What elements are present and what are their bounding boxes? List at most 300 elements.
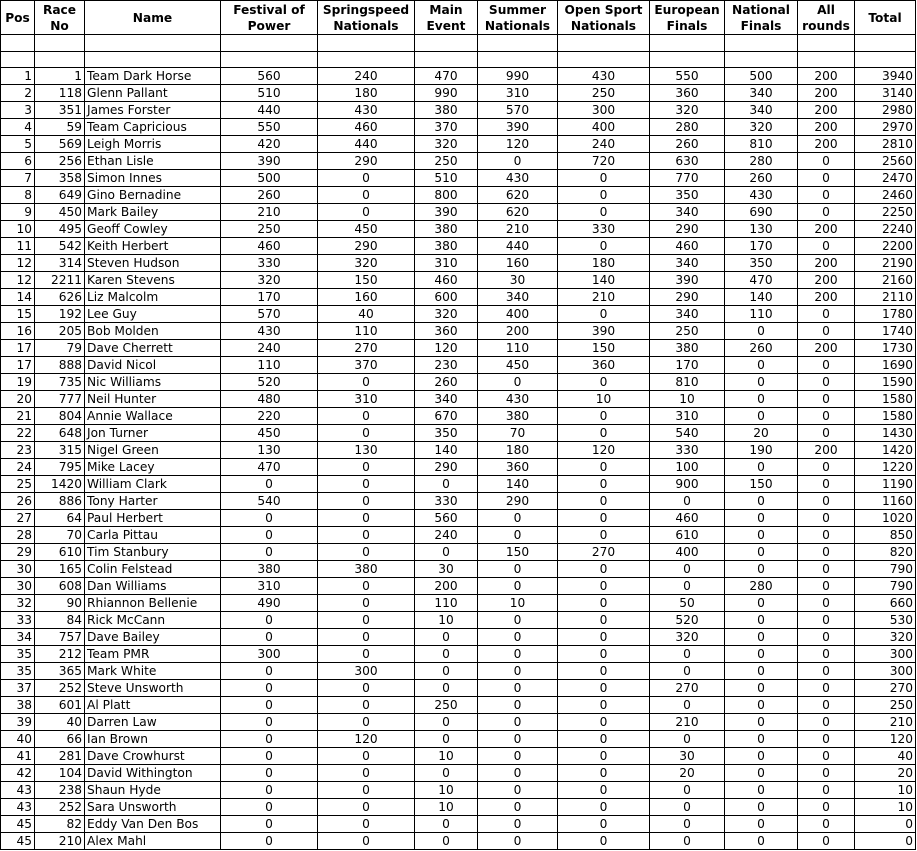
cell-total: 320 bbox=[855, 629, 916, 646]
cell-pos: 35 bbox=[1, 663, 35, 680]
cell-european-finals: 30 bbox=[650, 748, 725, 765]
cell-race-no: 626 bbox=[35, 289, 85, 306]
cell-name: Alex Mahl bbox=[85, 833, 221, 850]
cell-race-no: 192 bbox=[35, 306, 85, 323]
cell-pos: 22 bbox=[1, 425, 35, 442]
cell-european-finals: 250 bbox=[650, 323, 725, 340]
table-row bbox=[1, 136, 916, 153]
cell-total: 2460 bbox=[855, 187, 916, 204]
cell-springspeed-nationals: 130 bbox=[318, 442, 415, 459]
cell-all-rounds: 0 bbox=[798, 612, 855, 629]
cell-national-finals: 0 bbox=[725, 459, 798, 476]
blank-cell bbox=[725, 52, 798, 68]
cell-total: 820 bbox=[855, 544, 916, 561]
cell-name: Geoff Cowley bbox=[85, 221, 221, 238]
cell-total: 20 bbox=[855, 765, 916, 782]
cell-springspeed-nationals: 0 bbox=[318, 765, 415, 782]
cell-national-finals: 350 bbox=[725, 255, 798, 272]
cell-race-no: 542 bbox=[35, 238, 85, 255]
cell-springspeed-nationals: 290 bbox=[318, 238, 415, 255]
cell-race-no: 252 bbox=[35, 799, 85, 816]
cell-summer-nationals: 0 bbox=[478, 153, 558, 170]
cell-summer-nationals: 390 bbox=[478, 119, 558, 136]
cell-springspeed-nationals: 0 bbox=[318, 697, 415, 714]
cell-all-rounds: 0 bbox=[798, 323, 855, 340]
cell-springspeed-nationals: 0 bbox=[318, 629, 415, 646]
cell-main-event: 0 bbox=[415, 714, 478, 731]
cell-summer-nationals: 0 bbox=[478, 816, 558, 833]
cell-name: David Nicol bbox=[85, 357, 221, 374]
cell-total: 1590 bbox=[855, 374, 916, 391]
cell-summer-nationals: 290 bbox=[478, 493, 558, 510]
cell-european-finals: 210 bbox=[650, 714, 725, 731]
cell-name: Sara Unsworth bbox=[85, 799, 221, 816]
table-row bbox=[1, 595, 916, 612]
cell-name: Carla Pittau bbox=[85, 527, 221, 544]
cell-springspeed-nationals: 40 bbox=[318, 306, 415, 323]
table-row bbox=[1, 646, 916, 663]
cell-pos: 7 bbox=[1, 170, 35, 187]
header-open-sport-nationals: Open Sport Nationals bbox=[558, 1, 650, 35]
cell-main-event: 0 bbox=[415, 816, 478, 833]
cell-all-rounds: 200 bbox=[798, 442, 855, 459]
cell-festival-of-power: 300 bbox=[221, 646, 318, 663]
cell-main-event: 250 bbox=[415, 697, 478, 714]
cell-festival-of-power: 380 bbox=[221, 561, 318, 578]
cell-all-rounds: 0 bbox=[798, 527, 855, 544]
cell-summer-nationals: 990 bbox=[478, 68, 558, 85]
cell-main-event: 560 bbox=[415, 510, 478, 527]
cell-national-finals: 0 bbox=[725, 731, 798, 748]
cell-springspeed-nationals: 0 bbox=[318, 782, 415, 799]
table-row bbox=[1, 629, 916, 646]
cell-total: 2810 bbox=[855, 136, 916, 153]
cell-total: 790 bbox=[855, 578, 916, 595]
cell-national-finals: 0 bbox=[725, 629, 798, 646]
cell-pos: 12 bbox=[1, 255, 35, 272]
cell-european-finals: 0 bbox=[650, 646, 725, 663]
cell-total: 250 bbox=[855, 697, 916, 714]
cell-summer-nationals: 10 bbox=[478, 595, 558, 612]
cell-all-rounds: 0 bbox=[798, 391, 855, 408]
cell-all-rounds: 0 bbox=[798, 187, 855, 204]
cell-total: 10 bbox=[855, 799, 916, 816]
cell-name: Darren Law bbox=[85, 714, 221, 731]
cell-total: 2190 bbox=[855, 255, 916, 272]
cell-open-sport-nationals: 0 bbox=[558, 425, 650, 442]
cell-main-event: 10 bbox=[415, 612, 478, 629]
cell-all-rounds: 0 bbox=[798, 357, 855, 374]
cell-open-sport-nationals: 360 bbox=[558, 357, 650, 374]
table-row bbox=[1, 272, 916, 289]
cell-festival-of-power: 0 bbox=[221, 816, 318, 833]
cell-national-finals: 110 bbox=[725, 306, 798, 323]
table-row bbox=[1, 476, 916, 493]
cell-name: Nic Williams bbox=[85, 374, 221, 391]
cell-summer-nationals: 310 bbox=[478, 85, 558, 102]
cell-national-finals: 340 bbox=[725, 85, 798, 102]
cell-race-no: 90 bbox=[35, 595, 85, 612]
cell-summer-nationals: 440 bbox=[478, 238, 558, 255]
cell-european-finals: 170 bbox=[650, 357, 725, 374]
cell-main-event: 320 bbox=[415, 306, 478, 323]
cell-name: Lee Guy bbox=[85, 306, 221, 323]
cell-all-rounds: 0 bbox=[798, 714, 855, 731]
cell-national-finals: 0 bbox=[725, 646, 798, 663]
cell-all-rounds: 0 bbox=[798, 782, 855, 799]
cell-festival-of-power: 430 bbox=[221, 323, 318, 340]
cell-race-no: 165 bbox=[35, 561, 85, 578]
cell-main-event: 330 bbox=[415, 493, 478, 510]
cell-total: 3940 bbox=[855, 68, 916, 85]
blank-cell bbox=[85, 52, 221, 68]
cell-all-rounds: 0 bbox=[798, 833, 855, 850]
cell-summer-nationals: 620 bbox=[478, 204, 558, 221]
cell-main-event: 390 bbox=[415, 204, 478, 221]
blank-cell bbox=[478, 35, 558, 52]
cell-springspeed-nationals: 0 bbox=[318, 187, 415, 204]
cell-pos: 19 bbox=[1, 374, 35, 391]
cell-festival-of-power: 260 bbox=[221, 187, 318, 204]
cell-open-sport-nationals: 140 bbox=[558, 272, 650, 289]
cell-european-finals: 0 bbox=[650, 799, 725, 816]
cell-main-event: 380 bbox=[415, 221, 478, 238]
cell-main-event: 0 bbox=[415, 663, 478, 680]
cell-name: Steve Unsworth bbox=[85, 680, 221, 697]
cell-open-sport-nationals: 430 bbox=[558, 68, 650, 85]
cell-festival-of-power: 0 bbox=[221, 748, 318, 765]
cell-open-sport-nationals: 0 bbox=[558, 680, 650, 697]
cell-open-sport-nationals: 0 bbox=[558, 408, 650, 425]
header-main-event: Main Event bbox=[415, 1, 478, 35]
header-springspeed-nationals: Springspeed Nationals bbox=[318, 1, 415, 35]
cell-european-finals: 260 bbox=[650, 136, 725, 153]
cell-open-sport-nationals: 210 bbox=[558, 289, 650, 306]
table-row bbox=[1, 238, 916, 255]
cell-summer-nationals: 0 bbox=[478, 731, 558, 748]
cell-springspeed-nationals: 380 bbox=[318, 561, 415, 578]
cell-festival-of-power: 470 bbox=[221, 459, 318, 476]
cell-name: Ian Brown bbox=[85, 731, 221, 748]
cell-race-no: 351 bbox=[35, 102, 85, 119]
cell-springspeed-nationals: 0 bbox=[318, 714, 415, 731]
table-row bbox=[1, 323, 916, 340]
cell-national-finals: 0 bbox=[725, 680, 798, 697]
blank-cell bbox=[35, 52, 85, 68]
cell-main-event: 340 bbox=[415, 391, 478, 408]
blank-cell bbox=[855, 35, 916, 52]
table-row bbox=[1, 391, 916, 408]
cell-pos: 39 bbox=[1, 714, 35, 731]
cell-total: 530 bbox=[855, 612, 916, 629]
cell-name: Glenn Pallant bbox=[85, 85, 221, 102]
cell-main-event: 990 bbox=[415, 85, 478, 102]
table-row bbox=[1, 374, 916, 391]
cell-open-sport-nationals: 330 bbox=[558, 221, 650, 238]
cell-race-no: 735 bbox=[35, 374, 85, 391]
cell-race-no: 64 bbox=[35, 510, 85, 527]
cell-total: 3140 bbox=[855, 85, 916, 102]
cell-summer-nationals: 450 bbox=[478, 357, 558, 374]
cell-all-rounds: 0 bbox=[798, 544, 855, 561]
cell-all-rounds: 200 bbox=[798, 255, 855, 272]
cell-total: 1580 bbox=[855, 391, 916, 408]
table-row bbox=[1, 612, 916, 629]
cell-summer-nationals: 110 bbox=[478, 340, 558, 357]
cell-open-sport-nationals: 300 bbox=[558, 102, 650, 119]
cell-all-rounds: 0 bbox=[798, 408, 855, 425]
cell-springspeed-nationals: 0 bbox=[318, 204, 415, 221]
cell-summer-nationals: 0 bbox=[478, 629, 558, 646]
table-row bbox=[1, 85, 916, 102]
cell-name: Mark White bbox=[85, 663, 221, 680]
cell-european-finals: 360 bbox=[650, 85, 725, 102]
cell-all-rounds: 0 bbox=[798, 170, 855, 187]
cell-open-sport-nationals: 390 bbox=[558, 323, 650, 340]
cell-total: 2980 bbox=[855, 102, 916, 119]
header-summer-nationals: Summer Nationals bbox=[478, 1, 558, 35]
cell-all-rounds: 0 bbox=[798, 476, 855, 493]
cell-summer-nationals: 360 bbox=[478, 459, 558, 476]
cell-name: James Forster bbox=[85, 102, 221, 119]
cell-pos: 12 bbox=[1, 272, 35, 289]
table-row bbox=[1, 731, 916, 748]
cell-race-no: 569 bbox=[35, 136, 85, 153]
cell-all-rounds: 200 bbox=[798, 102, 855, 119]
cell-festival-of-power: 170 bbox=[221, 289, 318, 306]
cell-race-no: 649 bbox=[35, 187, 85, 204]
cell-race-no: 610 bbox=[35, 544, 85, 561]
blank-cell bbox=[318, 35, 415, 52]
cell-main-event: 240 bbox=[415, 527, 478, 544]
cell-all-rounds: 200 bbox=[798, 221, 855, 238]
cell-festival-of-power: 110 bbox=[221, 357, 318, 374]
cell-festival-of-power: 240 bbox=[221, 340, 318, 357]
cell-name: Annie Wallace bbox=[85, 408, 221, 425]
cell-race-no: 2211 bbox=[35, 272, 85, 289]
table-row bbox=[1, 748, 916, 765]
header-european-finals: European Finals bbox=[650, 1, 725, 35]
cell-race-no: 795 bbox=[35, 459, 85, 476]
cell-national-finals: 0 bbox=[725, 816, 798, 833]
cell-national-finals: 690 bbox=[725, 204, 798, 221]
cell-pos: 20 bbox=[1, 391, 35, 408]
cell-main-event: 470 bbox=[415, 68, 478, 85]
cell-name: Liz Malcolm bbox=[85, 289, 221, 306]
cell-national-finals: 0 bbox=[725, 561, 798, 578]
cell-european-finals: 0 bbox=[650, 816, 725, 833]
cell-summer-nationals: 0 bbox=[478, 374, 558, 391]
cell-european-finals: 320 bbox=[650, 102, 725, 119]
cell-european-finals: 290 bbox=[650, 289, 725, 306]
cell-total: 2110 bbox=[855, 289, 916, 306]
cell-open-sport-nationals: 0 bbox=[558, 459, 650, 476]
cell-national-finals: 0 bbox=[725, 748, 798, 765]
cell-all-rounds: 0 bbox=[798, 663, 855, 680]
cell-festival-of-power: 550 bbox=[221, 119, 318, 136]
cell-european-finals: 20 bbox=[650, 765, 725, 782]
cell-race-no: 238 bbox=[35, 782, 85, 799]
cell-main-event: 230 bbox=[415, 357, 478, 374]
cell-national-finals: 0 bbox=[725, 323, 798, 340]
table-row bbox=[1, 561, 916, 578]
cell-festival-of-power: 0 bbox=[221, 527, 318, 544]
cell-european-finals: 50 bbox=[650, 595, 725, 612]
cell-main-event: 10 bbox=[415, 799, 478, 816]
cell-national-finals: 0 bbox=[725, 697, 798, 714]
cell-national-finals: 170 bbox=[725, 238, 798, 255]
cell-springspeed-nationals: 0 bbox=[318, 493, 415, 510]
cell-national-finals: 260 bbox=[725, 340, 798, 357]
cell-all-rounds: 0 bbox=[798, 425, 855, 442]
table-row bbox=[1, 255, 916, 272]
cell-summer-nationals: 0 bbox=[478, 782, 558, 799]
cell-total: 2560 bbox=[855, 153, 916, 170]
cell-name: Rhiannon Bellenie bbox=[85, 595, 221, 612]
cell-summer-nationals: 0 bbox=[478, 578, 558, 595]
cell-festival-of-power: 0 bbox=[221, 697, 318, 714]
cell-national-finals: 140 bbox=[725, 289, 798, 306]
table-row bbox=[1, 697, 916, 714]
cell-pos: 8 bbox=[1, 187, 35, 204]
table-row bbox=[1, 425, 916, 442]
cell-total: 2470 bbox=[855, 170, 916, 187]
cell-european-finals: 0 bbox=[650, 833, 725, 850]
table-row bbox=[1, 544, 916, 561]
cell-national-finals: 190 bbox=[725, 442, 798, 459]
cell-open-sport-nationals: 400 bbox=[558, 119, 650, 136]
cell-open-sport-nationals: 0 bbox=[558, 663, 650, 680]
cell-summer-nationals: 210 bbox=[478, 221, 558, 238]
cell-springspeed-nationals: 0 bbox=[318, 544, 415, 561]
cell-all-rounds: 0 bbox=[798, 306, 855, 323]
cell-race-no: 79 bbox=[35, 340, 85, 357]
cell-national-finals: 0 bbox=[725, 714, 798, 731]
cell-total: 1190 bbox=[855, 476, 916, 493]
cell-race-no: 256 bbox=[35, 153, 85, 170]
cell-open-sport-nationals: 250 bbox=[558, 85, 650, 102]
cell-festival-of-power: 520 bbox=[221, 374, 318, 391]
cell-european-finals: 0 bbox=[650, 578, 725, 595]
cell-springspeed-nationals: 0 bbox=[318, 748, 415, 765]
cell-name: Ethan Lisle bbox=[85, 153, 221, 170]
cell-springspeed-nationals: 0 bbox=[318, 510, 415, 527]
table-row bbox=[1, 510, 916, 527]
cell-springspeed-nationals: 180 bbox=[318, 85, 415, 102]
cell-open-sport-nationals: 0 bbox=[558, 374, 650, 391]
cell-summer-nationals: 0 bbox=[478, 561, 558, 578]
cell-open-sport-nationals: 0 bbox=[558, 612, 650, 629]
cell-european-finals: 340 bbox=[650, 255, 725, 272]
blank-row bbox=[1, 35, 916, 52]
blank-row bbox=[1, 52, 916, 68]
cell-european-finals: 320 bbox=[650, 629, 725, 646]
cell-open-sport-nationals: 0 bbox=[558, 561, 650, 578]
cell-all-rounds: 0 bbox=[798, 629, 855, 646]
cell-pos: 9 bbox=[1, 204, 35, 221]
table-row bbox=[1, 765, 916, 782]
cell-festival-of-power: 0 bbox=[221, 765, 318, 782]
cell-pos: 17 bbox=[1, 340, 35, 357]
cell-main-event: 600 bbox=[415, 289, 478, 306]
cell-pos: 24 bbox=[1, 459, 35, 476]
cell-festival-of-power: 540 bbox=[221, 493, 318, 510]
cell-main-event: 0 bbox=[415, 629, 478, 646]
cell-summer-nationals: 620 bbox=[478, 187, 558, 204]
cell-all-rounds: 200 bbox=[798, 272, 855, 289]
cell-springspeed-nationals: 0 bbox=[318, 646, 415, 663]
cell-national-finals: 0 bbox=[725, 544, 798, 561]
cell-race-no: 365 bbox=[35, 663, 85, 680]
cell-main-event: 10 bbox=[415, 748, 478, 765]
cell-festival-of-power: 480 bbox=[221, 391, 318, 408]
table-row bbox=[1, 493, 916, 510]
cell-european-finals: 400 bbox=[650, 544, 725, 561]
cell-open-sport-nationals: 120 bbox=[558, 442, 650, 459]
cell-national-finals: 0 bbox=[725, 408, 798, 425]
cell-open-sport-nationals: 0 bbox=[558, 578, 650, 595]
cell-festival-of-power: 460 bbox=[221, 238, 318, 255]
header-festival-of-power: Festival of Power bbox=[221, 1, 318, 35]
cell-pos: 45 bbox=[1, 833, 35, 850]
cell-springspeed-nationals: 120 bbox=[318, 731, 415, 748]
cell-total: 790 bbox=[855, 561, 916, 578]
cell-all-rounds: 0 bbox=[798, 646, 855, 663]
cell-summer-nationals: 0 bbox=[478, 663, 558, 680]
cell-total: 1690 bbox=[855, 357, 916, 374]
cell-all-rounds: 0 bbox=[798, 204, 855, 221]
cell-european-finals: 0 bbox=[650, 731, 725, 748]
cell-national-finals: 280 bbox=[725, 153, 798, 170]
cell-pos: 38 bbox=[1, 697, 35, 714]
cell-open-sport-nationals: 270 bbox=[558, 544, 650, 561]
cell-total: 10 bbox=[855, 782, 916, 799]
cell-pos: 1 bbox=[1, 68, 35, 85]
table-row bbox=[1, 714, 916, 731]
cell-springspeed-nationals: 300 bbox=[318, 663, 415, 680]
cell-springspeed-nationals: 0 bbox=[318, 680, 415, 697]
cell-summer-nationals: 180 bbox=[478, 442, 558, 459]
cell-national-finals: 0 bbox=[725, 510, 798, 527]
cell-european-finals: 630 bbox=[650, 153, 725, 170]
cell-name: Colin Felstead bbox=[85, 561, 221, 578]
cell-total: 1420 bbox=[855, 442, 916, 459]
cell-all-rounds: 200 bbox=[798, 136, 855, 153]
cell-all-rounds: 0 bbox=[798, 731, 855, 748]
cell-name: Keith Herbert bbox=[85, 238, 221, 255]
cell-all-rounds: 0 bbox=[798, 697, 855, 714]
cell-springspeed-nationals: 0 bbox=[318, 408, 415, 425]
cell-festival-of-power: 390 bbox=[221, 153, 318, 170]
cell-total: 2200 bbox=[855, 238, 916, 255]
cell-summer-nationals: 160 bbox=[478, 255, 558, 272]
cell-race-no: 888 bbox=[35, 357, 85, 374]
cell-festival-of-power: 210 bbox=[221, 204, 318, 221]
cell-all-rounds: 0 bbox=[798, 459, 855, 476]
cell-pos: 27 bbox=[1, 510, 35, 527]
cell-all-rounds: 200 bbox=[798, 340, 855, 357]
cell-open-sport-nationals: 240 bbox=[558, 136, 650, 153]
cell-festival-of-power: 250 bbox=[221, 221, 318, 238]
table-row bbox=[1, 459, 916, 476]
cell-national-finals: 0 bbox=[725, 799, 798, 816]
cell-festival-of-power: 490 bbox=[221, 595, 318, 612]
cell-national-finals: 0 bbox=[725, 374, 798, 391]
cell-european-finals: 0 bbox=[650, 782, 725, 799]
cell-summer-nationals: 0 bbox=[478, 833, 558, 850]
cell-main-event: 0 bbox=[415, 544, 478, 561]
cell-pos: 42 bbox=[1, 765, 35, 782]
